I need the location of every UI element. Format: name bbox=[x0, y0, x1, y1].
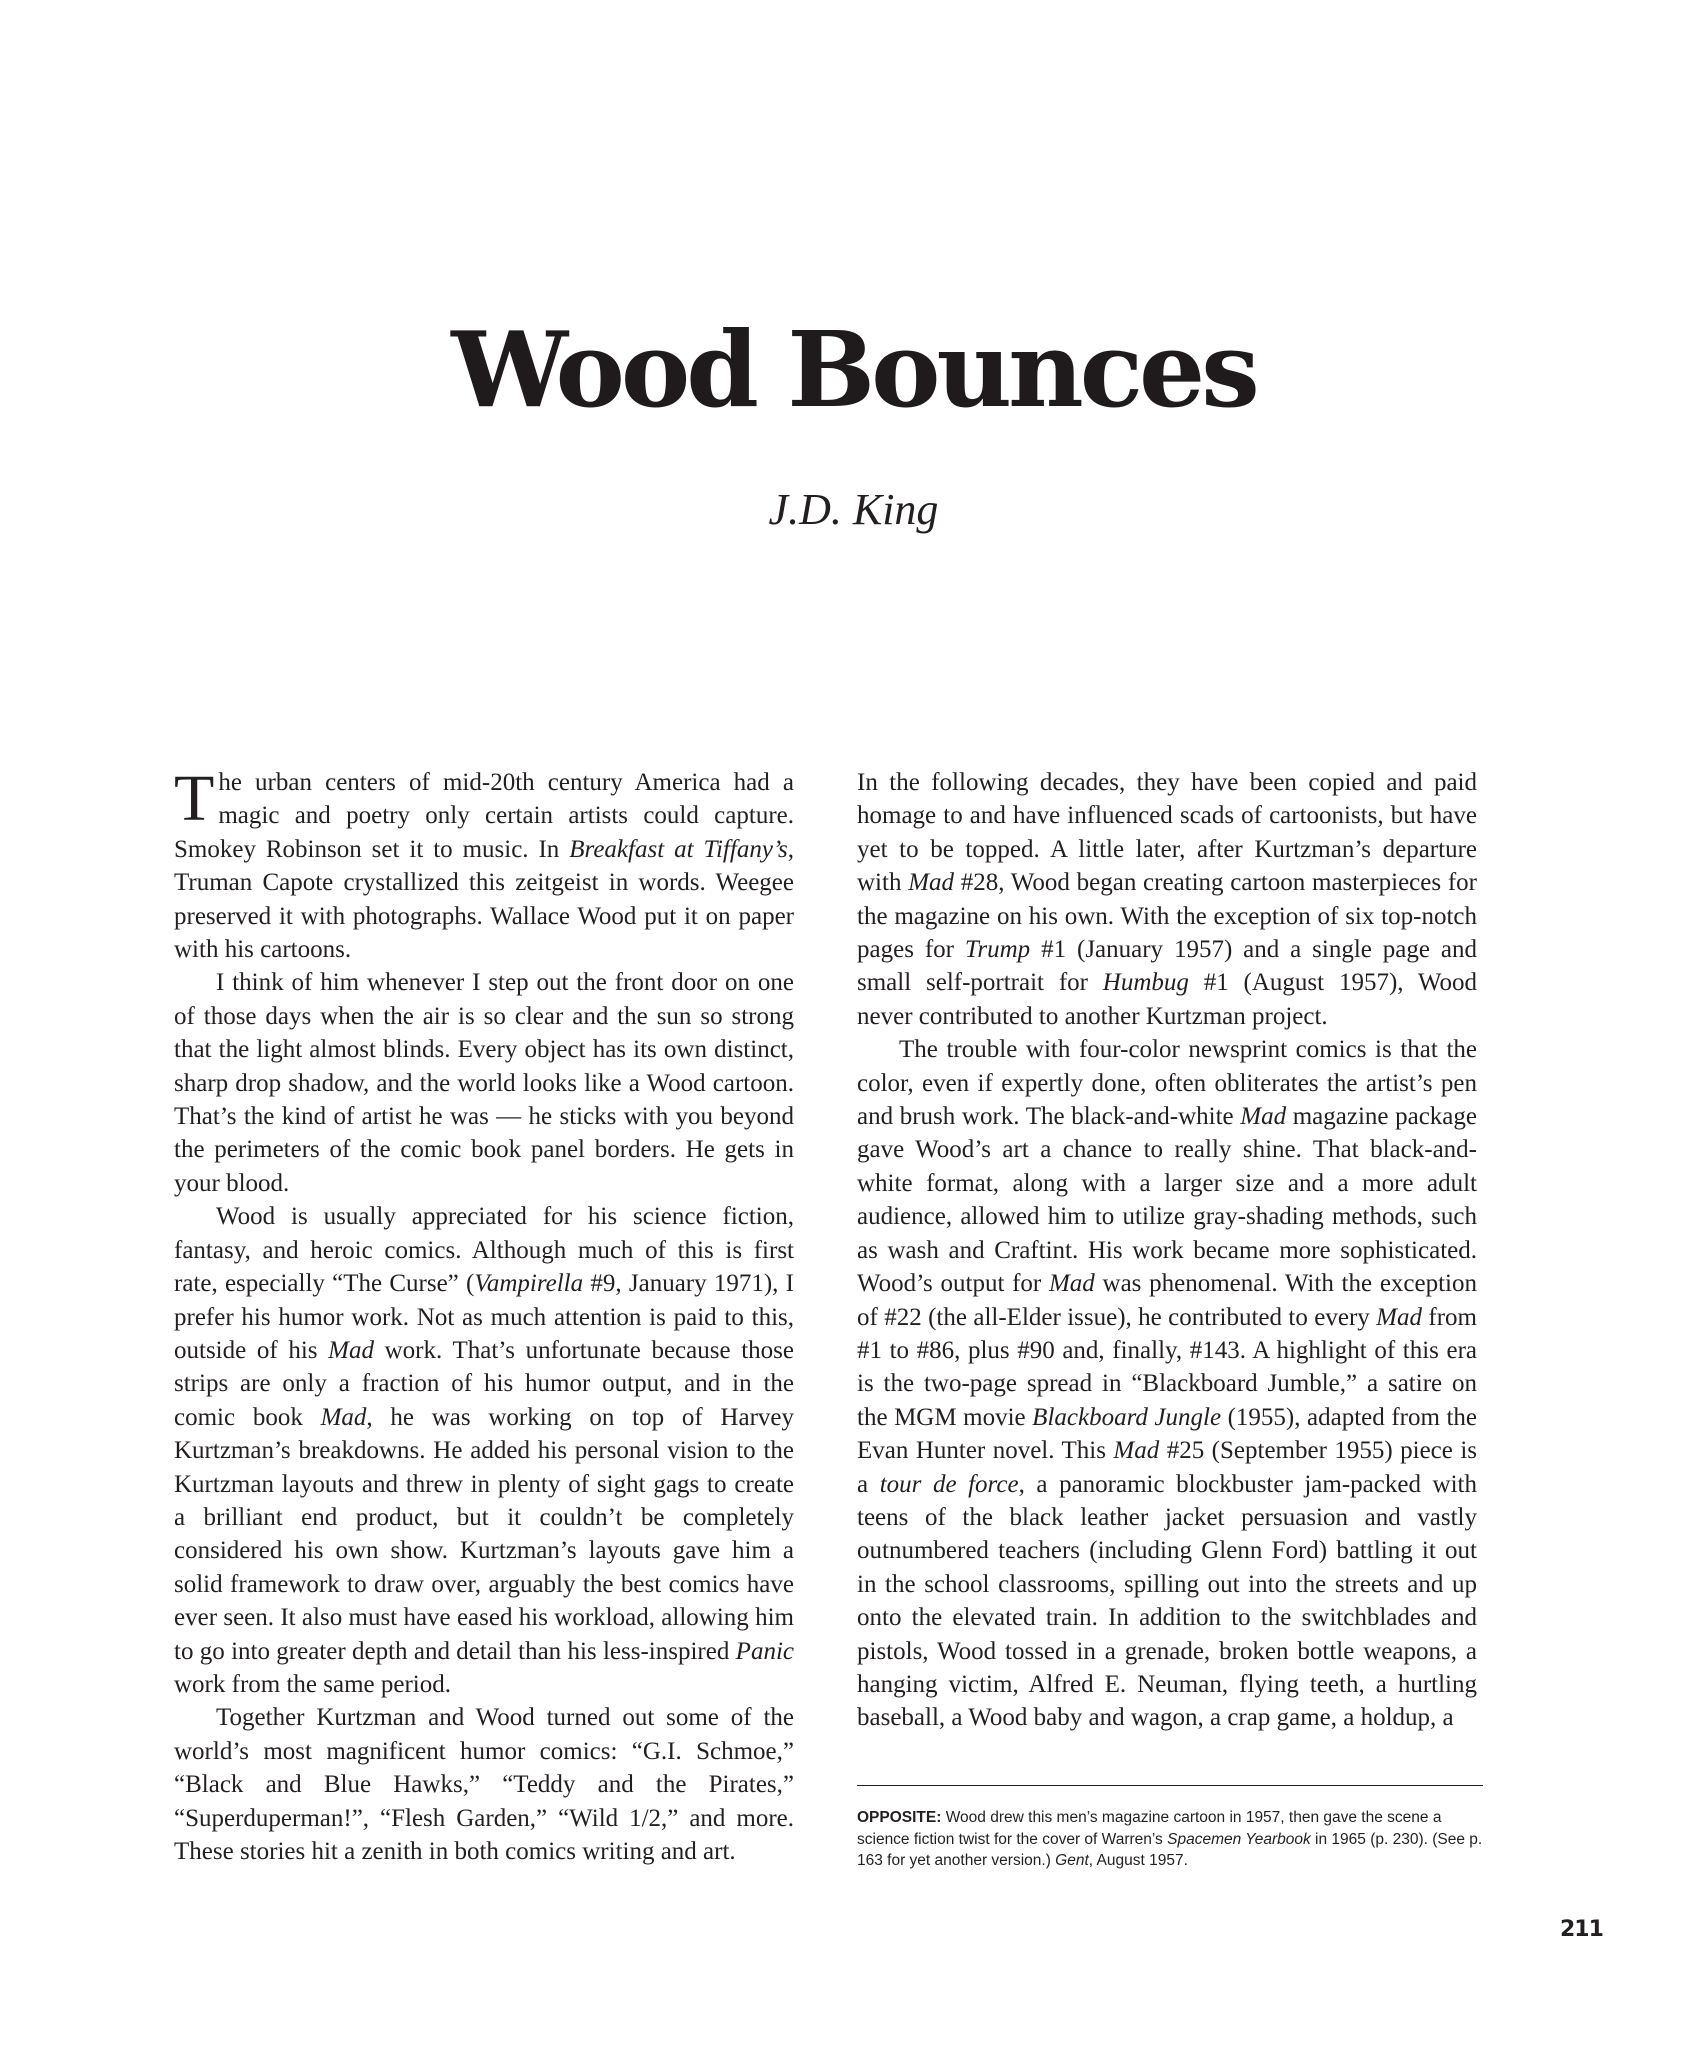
page-number: 211 bbox=[1560, 1917, 1603, 1942]
caption-label: OPPOSITE: bbox=[857, 1809, 942, 1826]
image-caption: OPPOSITE: Wood drew this men’s magazine cartoon in 1957, then gave the scene a science fiction twist for the cover of Warren’s Spacemen Yearbook in 1965 (p. 230). (See p. 163 for yet another version.) Gent, August 1957. bbox=[857, 1809, 1483, 1869]
paragraph-4: Together Kurtzman and Wood turned out some of the world’s most magnificent humor comics: “G.I. Schmoe,” “Black and Blue Hawks,” “Teddy and the Pirates,” “Superduperman!”, “Flesh Garden,” “Wild 1/2,” and more. These stories hit a zenith in both comics writing and art. bbox=[174, 1704, 794, 1865]
paragraph-3: Wood is usually appreciated for his science fiction, fantasy, and heroic comics. Although much of this is first rate, especially “The Curse” (Vampirella #9, January 1971), I prefer his humor work. Not as much attention is paid to this, outside of his Mad work. That’s unfortunate because those strips are only a fraction of his humor output, and in the comic book Mad, he was working on top of Harvey Kurtzman’s breakdowns. He added his personal vision to the Kurtzman layouts and threw in plenty of sight gags to create a brilliant end product, but it couldn’t be completely considered his own show. Kurtzman’s layouts gave him a solid framework to draw over, arguably the best comics have ever seen. It also must have eased his workload, allowing him to go into greater depth and detail than his less-inspired Panic work from the same period. bbox=[174, 1203, 794, 1698]
author-byline: J.D. King bbox=[768, 485, 939, 534]
paragraph-1: The urban centers of mid-20th century America had a magic and poetry only certain artists could capture. Smokey Robinson set it to music. In Breakfast at Tiffany’s, Truman Capote crystallized this zeitgeist in words. Weegee preserved it with photographs. Wallace Wood put it on paper with his cartoons. bbox=[174, 762, 794, 964]
paragraph-5: In the following decades, they have been copied and paid homage to and have influenced scads of cartoonists, but have yet to be topped. A little later, after Kurtzman’s departure with Mad #28, Wood began creating cartoon masterpieces for the magazine on his own. With the exception of six top-notch pages for Trump #1 (January 1957) and a single page and small self-portrait for Humbug #1 (August 1957), Wood never contributed to another Kurtzman project. bbox=[857, 769, 1477, 1030]
body-column-right bbox=[857, 766, 1477, 1735]
paragraph-2: I think of him whenever I step out the front door on one of those days when the air is so clear and the sun so strong that the light almost blinds. Every object has its own distinct, sharp drop shadow, and the world looks like a Wood cartoon. That’s the kind of artist he was — he sticks with you beyond the perimeters of the comic book panel borders. He gets in your blood. bbox=[174, 969, 794, 1197]
drop-cap: T bbox=[174, 762, 215, 835]
body-column-left bbox=[174, 762, 794, 1868]
article-title: Wood Bounces bbox=[451, 308, 1256, 431]
paragraph-6: The trouble with four-color newsprint comics is that the color, even if expertly done, often obliterates the artist’s pen and brush work. The black-and-white Mad magazine package gave Wood’s art a chance to really shine. That black-and-white format, along with a larger size and a more adult audience, allowed him to utilize gray-shading methods, such as wash and Craftint. His work became more sophisticated. Wood’s output for Mad was phenomenal. With the exception of #22 (the all-Elder issue), he contributed to every Mad from #1 to #86, plus #90 and, finally, #143. A highlight of this era is the two-page spread in “Blackboard Jumble,” a satire on the MGM movie Blackboard Jungle (1955), adapted from the Evan Hunter novel. This Mad #25 (September 1955) piece is a tour de force, a panoramic blockbuster jam-packed with teens of the black leather jacket persuasion and vastly outnumbered teachers (including Glenn Ford) battling it out in the school classrooms, spilling out into the streets and up onto the elevated train. In addition to the switchblades and pistols, Wood tossed in a grenade, broken bottle weapons, a hanging victim, Alfred E. Neuman, flying teeth, a hurtling baseball, a Wood baby and wagon, a crap game, a holdup, a bbox=[857, 1036, 1478, 1732]
caption-divider bbox=[857, 1785, 1483, 1786]
